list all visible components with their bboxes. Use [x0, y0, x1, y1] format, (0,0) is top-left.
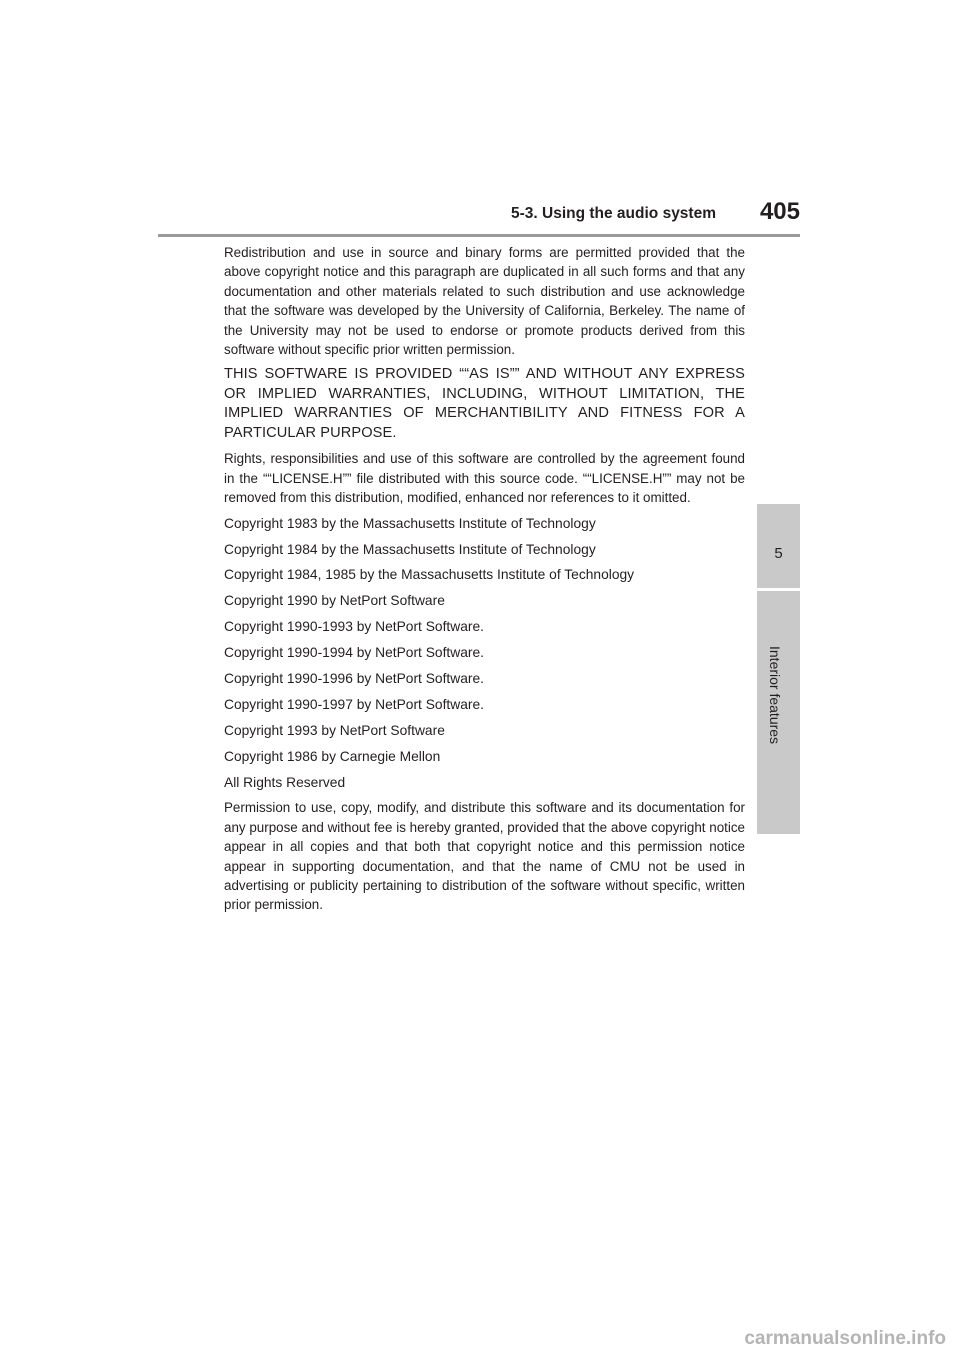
page-content: [224, 243, 745, 921]
permission-paragraph: Permission to use, copy, modify, and distribute this software and its documentation for any purpose and without fee is hereby granted, provided that the above copyright notice appear in all copies and that both that copyright notice and this permission notice appear in supporting documentation, and that the name of CMU not be used in advertising or publicity pertaining to distribution of the software without specific, written prior permission.: [224, 800, 745, 913]
side-tab-divider: [757, 588, 800, 591]
rights-paragraph: Rights, responsibilities and use of this software are controlled by the agreement found in the ““LICENSE.H”” file distributed with this source code. ““LICENSE.H”” may not be removed from this distribution, modified, enhanced nor references to it omitted.: [224, 451, 745, 506]
copyright-line: Copyright 1986 by Carnegie Mellon: [224, 748, 441, 764]
chapter-label: Interior features: [767, 646, 783, 745]
copyright-line: Copyright 1990-1994 by NetPort Software.: [224, 645, 484, 661]
page-number: 405: [759, 198, 800, 225]
page-header: [158, 200, 800, 237]
warranty-disclaimer-paragraph: THIS SOFTWARE IS PROVIDED ““AS IS”” AND WITHOUT ANY EXPRESS OR IMPLIED WARRANTIES, INCLUDING, WITHOUT LIMITATION, THE IMPLIED WARRANTIES OF MERCHANTIBILITY AND FITNESS FOR A PARTICULAR PURPOSE.: [224, 366, 745, 441]
copyright-line: Copyright 1993 by NetPort Software: [224, 722, 445, 738]
redistribution-paragraph: Redistribution and use in source and binary forms are permitted provided that the above copyright notice and this paragraph are duplicated in all such forms and that any documentation and other materials related to such distribution and use acknowledge that the software was developed by the University of California, Berkeley. The name of the University may not be used to endorse or promote products derived from this software without specific prior written permission.: [224, 245, 745, 358]
chapter-number: 5: [774, 545, 783, 562]
site-watermark: carmanualsonline.info: [744, 1328, 946, 1349]
copyright-line: Copyright 1984, 1985 by the Massachusetts Institute of Technology: [224, 567, 635, 583]
copyright-line: Copyright 1990 by NetPort Software: [224, 593, 445, 609]
copyright-line: Copyright 1983 by the Massachusetts Institute of Technology: [224, 515, 596, 531]
section-title: 5-3. Using the audio system: [511, 205, 716, 222]
copyright-line: Copyright 1990-1993 by NetPort Software.: [224, 619, 484, 635]
all-rights-reserved: All Rights Reserved: [224, 774, 346, 790]
copyright-line: Copyright 1984 by the Massachusetts Institute of Technology: [224, 541, 596, 557]
copyright-line: Copyright 1990-1997 by NetPort Software.: [224, 696, 484, 712]
copyright-line: Copyright 1990-1996 by NetPort Software.: [224, 671, 484, 686]
